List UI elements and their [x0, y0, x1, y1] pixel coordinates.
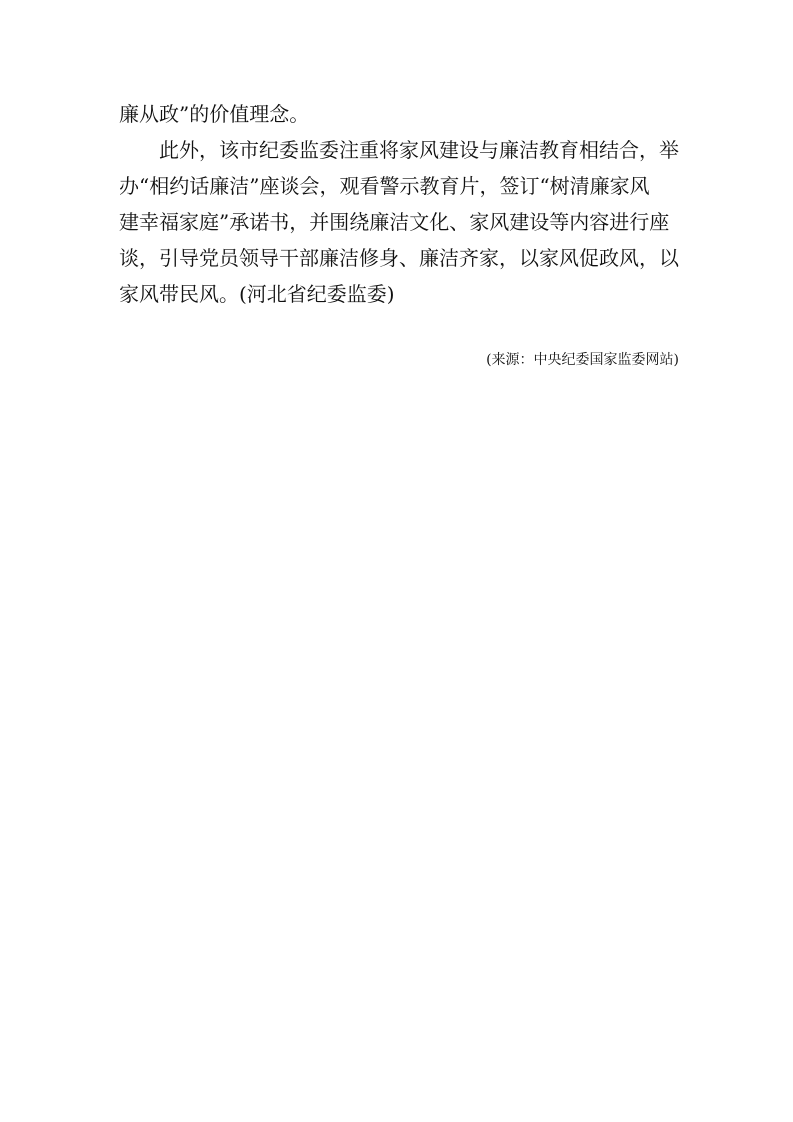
paragraph-line-2: 此外，该市纪委监委注重将家风建设与廉洁教育相结合，举	[159, 138, 679, 162]
paragraph-line-1: 廉从政”的价值理念。	[119, 102, 310, 126]
source-note: (来源：中央纪委国家监委网站)	[486, 352, 679, 368]
article-body	[119, 96, 679, 312]
paragraph-line-6: 家风带民风。(河北省纪委监委)	[119, 282, 395, 306]
paragraph-line-3: 办“相约话廉洁”座谈会，观看警示教育片，签订“树清廉家风	[119, 174, 650, 198]
paragraph-line-5: 谈，引导党员领导干部廉洁修身、廉洁齐家，以家风促政风，以	[119, 246, 679, 270]
paragraph-line-4: 建幸福家庭”承诺书，并围绕廉洁文化、家风建设等内容进行座	[119, 210, 670, 234]
